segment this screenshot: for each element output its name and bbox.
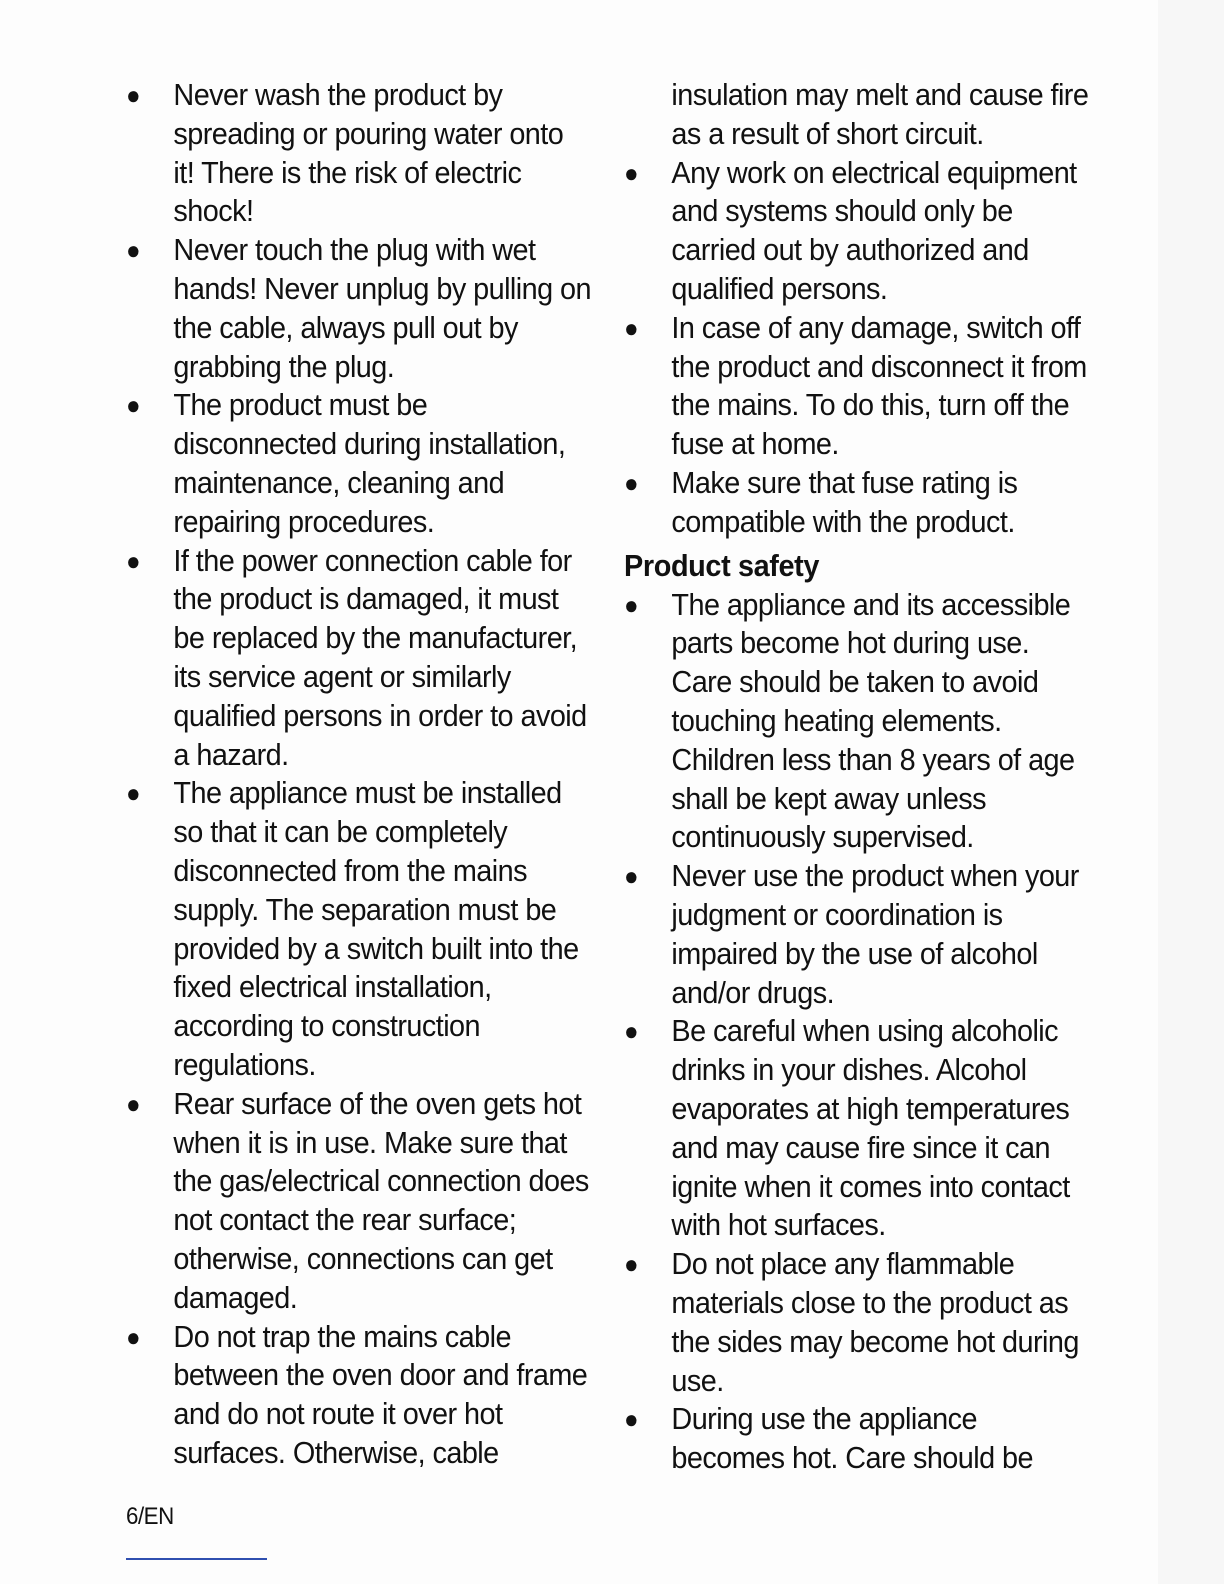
list-item-text: Rear surface of the oven gets hot when it is in use. Make sure that the gas/electrical connection does not contact the rear surface; otherwise, connections can get damaged.	[173, 1085, 589, 1315]
list-item-text: During use the appliance becomes hot. Care should be	[671, 1401, 1033, 1476]
list-item	[126, 76, 591, 231]
list-item	[624, 1245, 1089, 1400]
list-item	[126, 542, 591, 775]
list-item-text: Make sure that fuse rating is compatible with the product.	[671, 464, 1018, 539]
list-item	[624, 154, 1089, 309]
list-item-text: Do not trap the mains cable between the oven door and frame and do not route it over hot surfaces. Otherwise, cable	[173, 1318, 588, 1470]
list-item-text: Any work on electrical equipment and systems should only be carried out by authorized and qualified persons.	[671, 154, 1077, 306]
list-item	[624, 1400, 1089, 1478]
list-item	[126, 1318, 591, 1473]
continuation-text: insulation may melt and cause fire as a result of short circuit.	[671, 77, 1089, 151]
product-safety-list	[624, 586, 1089, 1478]
bullet-icon: ●	[624, 861, 639, 892]
list-item-text: Never wash the product by spreading or pouring water onto it! There is the risk of electric shock!	[173, 77, 564, 229]
list-item-text: Do not place any flammable materials close to the product as the sides may become hot during use.	[671, 1246, 1079, 1398]
list-item	[624, 464, 1089, 542]
list-item-text: The appliance and its accessible parts become hot during use. Care should be taken to avoid touching heating elements. Children less than 8 years of age shall be kept away unless continuously supervised.	[671, 586, 1075, 855]
left-column	[126, 76, 591, 1473]
list-item-text: If the power connection cable for the product is damaged, it must be replaced by the manufacturer, its service agent or similarly qualified persons in order to avoid a hazard.	[173, 542, 587, 772]
right-column	[624, 76, 1089, 1478]
list-item	[126, 774, 591, 1084]
list-item-text: Be careful when using alcoholic drinks in your dishes. Alcohol evaporates at high temperatures and may cause fire since it can ignite when it comes into contact with hot surfaces.	[671, 1013, 1070, 1243]
list-item-text: Never use the product when your judgment or coordination is impaired by the use of alcohol and/or drugs.	[671, 858, 1079, 1010]
bullet-icon: ●	[624, 1249, 639, 1280]
page-edge	[1158, 0, 1224, 1584]
bullet-icon: ●	[126, 778, 141, 809]
bullet-icon: ●	[624, 312, 639, 343]
bullet-icon: ●	[624, 1016, 639, 1047]
list-item	[624, 857, 1089, 1012]
section-heading: Product safety	[624, 547, 820, 583]
list-item-text: In case of any damage, switch off the product and disconnect it from the mains. To do this, turn off the fuse at home.	[671, 309, 1087, 462]
list-item-text: The product must be disconnected during installation, maintenance, cleaning and repairing procedures.	[173, 387, 566, 539]
bullet-icon: ●	[624, 1404, 639, 1435]
page-number: 6/EN	[126, 1503, 174, 1530]
bullet-icon: ●	[624, 589, 639, 620]
bullet-icon: ●	[126, 235, 141, 266]
list-item	[126, 231, 591, 386]
bullet-icon: ●	[126, 390, 141, 421]
footer-rule	[126, 1558, 267, 1560]
bullet-icon: ●	[624, 157, 639, 188]
list-item	[624, 586, 1089, 858]
bullet-icon: ●	[126, 1088, 141, 1119]
bullet-icon: ●	[126, 1321, 141, 1352]
list-item-text: The appliance must be installed so that it can be completely disconnected from the mains supply. The separation must be provided by a switch built into the fixed electrical installation, according to construction regulations.	[173, 775, 579, 1082]
bullet-icon: ●	[126, 545, 141, 576]
bullet-icon: ●	[624, 467, 639, 498]
list-item-text: Never touch the plug with wet hands! Never unplug by pulling on the cable, always pull out by grabbing the plug.	[173, 232, 591, 384]
safety-list-electrical	[126, 76, 591, 1473]
list-item	[624, 1012, 1089, 1245]
safety-list-electrical-cont	[624, 154, 1089, 542]
list-item	[624, 309, 1089, 464]
list-item	[126, 1085, 591, 1318]
list-item	[126, 386, 591, 541]
bullet-icon: ●	[126, 80, 141, 110]
